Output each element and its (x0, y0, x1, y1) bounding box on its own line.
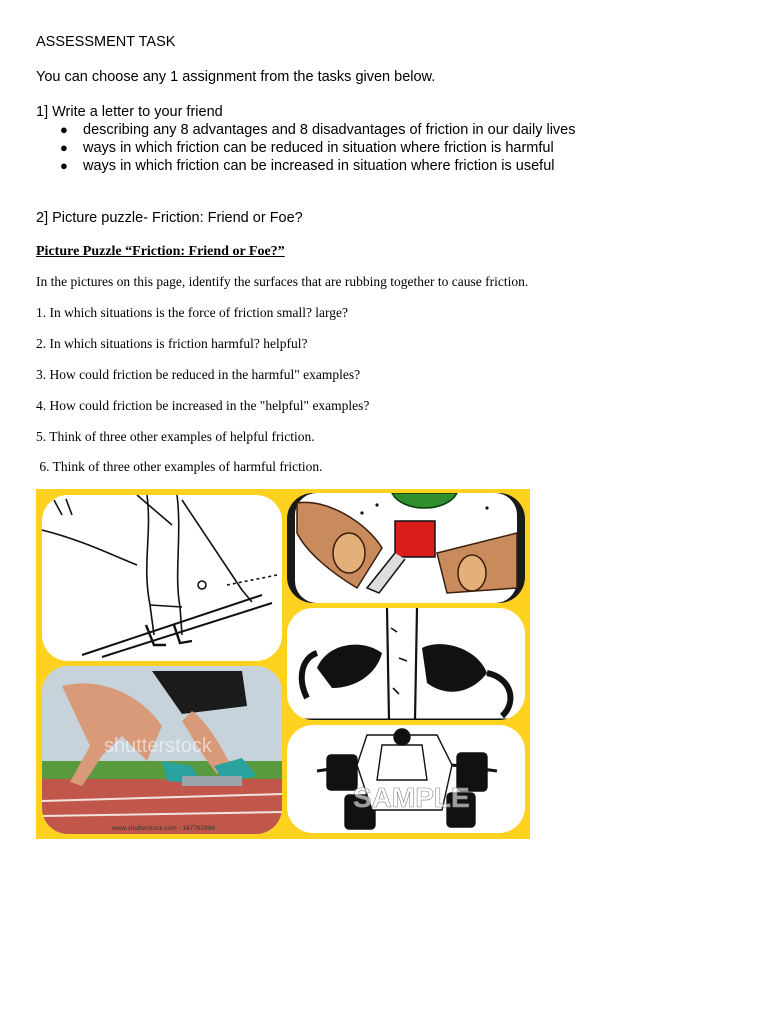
chainsaw-illustration (287, 493, 525, 603)
bullet-icon: ● (60, 122, 68, 137)
squirrels-picture (287, 608, 525, 720)
chainsaw-picture (287, 493, 525, 603)
list-item-text: ways in which friction can be reduced in situation where friction is harmful (83, 140, 554, 156)
list-item-text: describing any 8 advantages and 8 disadvantages of friction in our daily lives (83, 122, 576, 138)
race-car-illustration (287, 725, 525, 833)
question-5: 5. Think of three other examples of helpful friction. (36, 429, 315, 444)
task2-heading: 2] Picture puzzle- Friction: Friend or Foe? (36, 210, 303, 226)
puzzle-title: Picture Puzzle “Friction: Friend or Foe?” (36, 244, 285, 259)
puzzle-instruction: In the pictures on this page, identify the surfaces that are rubbing together to cause friction. (36, 274, 529, 289)
question-2: 2. In which situations is friction harmful? helpful? (36, 336, 308, 351)
bullet-icon: ● (60, 158, 68, 173)
skier-picture (42, 495, 282, 661)
bullet-icon: ● (60, 140, 68, 155)
list-item (60, 121, 576, 139)
question-4: 4. How could friction be increased in the "helpful" examples? (36, 398, 370, 413)
friction-picture-collage (36, 489, 530, 839)
task1-heading: 1] Write a letter to your friend (36, 104, 223, 120)
squirrels-illustration (287, 608, 525, 720)
skier-illustration (42, 495, 282, 661)
task1-bullet-list (60, 121, 576, 175)
sprinter-picture (42, 666, 282, 834)
intro-text: You can choose any 1 assignment from the tasks given below. (36, 69, 436, 85)
sample-watermark: SAMPLE (353, 782, 470, 813)
question-6: 6. Think of three other examples of harmful friction. (36, 459, 323, 474)
question-1: 1. In which situations is the force of friction small? large? (36, 305, 349, 320)
list-item-text: ways in which friction can be increased in situation where friction is useful (83, 158, 555, 174)
sprinter-illustration (42, 666, 282, 834)
race-car-picture (287, 725, 525, 833)
list-item (60, 157, 576, 175)
list-item (60, 139, 576, 157)
stock-caption: www.shutterstock.com · 167762996 (112, 825, 215, 832)
stock-watermark: shutterstock (104, 735, 212, 757)
page-title: ASSESSMENT TASK (36, 34, 176, 50)
question-3: 3. How could friction be reduced in the harmful" examples? (36, 367, 361, 382)
